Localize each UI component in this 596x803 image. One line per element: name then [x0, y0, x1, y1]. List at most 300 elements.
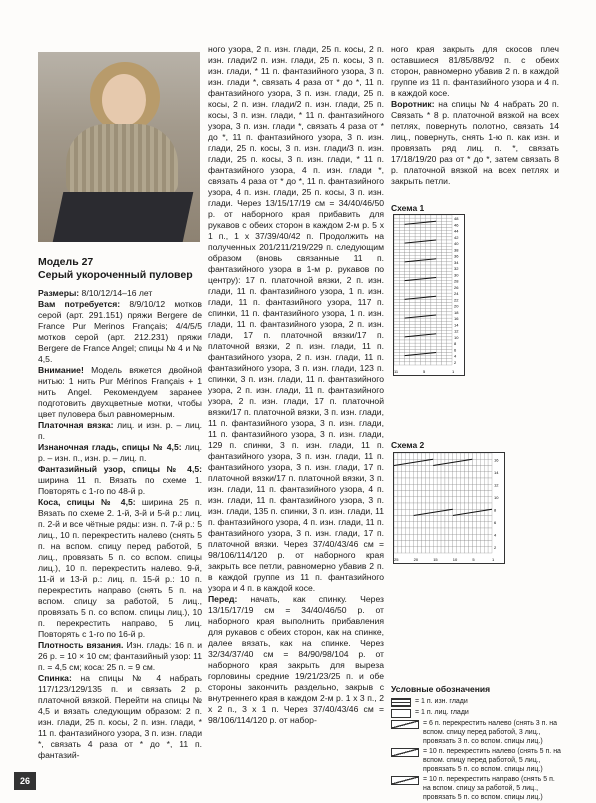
grid-cell [425, 503, 429, 509]
grid-cell [394, 497, 398, 503]
grid-cell [420, 349, 425, 352]
grid-cell [426, 218, 431, 221]
grid-cell [421, 478, 425, 484]
grid-cell [476, 491, 480, 497]
grid-cell [484, 491, 488, 497]
grid-cell [420, 224, 425, 227]
grid-cell [418, 478, 422, 484]
grid-cell [414, 516, 418, 522]
grid-cell [394, 278, 399, 281]
grid-cell [415, 306, 420, 309]
grid-cell [420, 287, 425, 290]
grid-cell [441, 328, 446, 331]
grid-cell [399, 312, 404, 315]
grid-cell [426, 303, 431, 306]
grid-cell [406, 491, 410, 497]
grid-cell [445, 516, 449, 522]
grid-cell [431, 303, 436, 306]
grid-cell [441, 497, 445, 503]
grid-cell [426, 274, 431, 277]
grid-cell [415, 268, 420, 271]
grid-cell [457, 491, 461, 497]
grid-cell [441, 268, 446, 271]
grid-cell [441, 287, 446, 290]
grid-cell [445, 541, 449, 547]
grid-cell [426, 224, 431, 227]
sweater [66, 124, 178, 194]
grid-cell [420, 234, 425, 237]
grid-cell [436, 228, 441, 231]
grid-cell [447, 312, 452, 315]
legend-row: = 1 п. лиц. глади [391, 708, 561, 718]
grid-cell [436, 353, 441, 356]
grid-cell [394, 547, 398, 553]
grid-cell [436, 284, 441, 287]
grid-cell [431, 284, 436, 287]
grid-cell [431, 309, 436, 312]
grid-cell [447, 234, 452, 237]
grid-cell [394, 237, 399, 240]
grid-cell [418, 453, 422, 459]
grid-cell [394, 349, 399, 352]
grid-cell [394, 293, 399, 296]
grid-cell [436, 246, 441, 249]
grid-cell [420, 228, 425, 231]
grid-cell [441, 491, 445, 497]
grid-cell [472, 522, 476, 528]
grid-cell [405, 215, 410, 218]
grid-cell [429, 466, 433, 472]
grid-cell [399, 353, 404, 356]
grid-cell [488, 534, 492, 540]
grid-cell [394, 281, 399, 284]
grid-cell [394, 359, 399, 362]
grid-cell [453, 541, 457, 547]
grid-cell [420, 346, 425, 349]
grid-cell [426, 312, 431, 315]
grid-cell [426, 243, 431, 246]
grid-cell [405, 281, 410, 284]
grid-cell [399, 278, 404, 281]
row-label: 10 [454, 334, 459, 340]
grid-cell [402, 509, 406, 515]
grid-cell [415, 265, 420, 268]
grid-cell [447, 321, 452, 324]
col-label: 10 [452, 557, 458, 562]
grid-cell [426, 299, 431, 302]
grid-cell [399, 359, 404, 362]
grid-cell [421, 497, 425, 503]
grid-cell [480, 472, 484, 478]
grid-cell [441, 362, 446, 365]
row-label: 44 [454, 228, 459, 234]
grid-cell [436, 256, 441, 259]
grid-cell [402, 547, 406, 553]
grid-cell [453, 534, 457, 540]
grid-cell [447, 337, 452, 340]
grid-cell [399, 340, 404, 343]
grid-cell [465, 534, 469, 540]
grid-cell [468, 541, 472, 547]
grid-cell [406, 459, 410, 465]
grid-cell [437, 497, 441, 503]
grid-cell [431, 356, 436, 359]
grid-cell [402, 534, 406, 540]
grid-cell [426, 265, 431, 268]
grid-cell [405, 234, 410, 237]
grid-cell [405, 218, 410, 221]
grid-cell [453, 472, 457, 478]
grid-cell [445, 497, 449, 503]
grid-cell [394, 224, 399, 227]
column-2 [208, 44, 384, 726]
grid-cell [399, 321, 404, 324]
grid-cell [394, 218, 399, 221]
grid-cell [410, 299, 415, 302]
grid-cell [488, 497, 492, 503]
grid-cell [394, 274, 399, 277]
grid-cell [441, 324, 446, 327]
grid-cell [420, 309, 425, 312]
grid-cell [453, 453, 457, 459]
grid-cell [441, 484, 445, 490]
grid-cell [436, 312, 441, 315]
grid-cell [398, 503, 402, 509]
grid-cell [441, 312, 446, 315]
grid-cell [398, 528, 402, 534]
grid-cell [394, 221, 399, 224]
grid-cell [441, 215, 446, 218]
grid-cell [431, 343, 436, 346]
grid-cell [436, 231, 441, 234]
grid-cell [394, 343, 399, 346]
purl-symbol [391, 698, 411, 707]
grid-cell [410, 306, 415, 309]
grid-cell [415, 331, 420, 334]
grid-cell [449, 472, 453, 478]
grid-cell [441, 356, 446, 359]
grid-cell [405, 287, 410, 290]
grid-cell [461, 547, 465, 553]
grid-cell [426, 271, 431, 274]
grid-cell [415, 312, 420, 315]
grid-cell [436, 328, 441, 331]
grid-cell [445, 453, 449, 459]
grid-cell [405, 346, 410, 349]
grid-cell [394, 353, 399, 356]
grid-cell [406, 453, 410, 459]
grid-cell [426, 287, 431, 290]
grid-cell [425, 516, 429, 522]
grid-cell [468, 478, 472, 484]
grid-cell [441, 472, 445, 478]
grid-cell [394, 466, 398, 472]
grid-cell [445, 484, 449, 490]
grid-cell [420, 356, 425, 359]
grid-cell [420, 265, 425, 268]
grid-cell [431, 224, 436, 227]
grid-cell [431, 331, 436, 334]
grid-cell [436, 293, 441, 296]
grid-cell [421, 522, 425, 528]
grid-cell [468, 528, 472, 534]
grid-cell [472, 534, 476, 540]
column-3 [391, 44, 559, 187]
grid-cell [414, 541, 418, 547]
grid-cell [426, 253, 431, 256]
grid-cell [415, 256, 420, 259]
grid-cell [436, 299, 441, 302]
grid-cell [441, 528, 445, 534]
grid-cell [429, 547, 433, 553]
legend-row: = 10 п. перекрестить направо (снять 5 п. на вспом. спицу за работой, 5 лиц., провязать 5 п. со вспом. спицы лиц.) [391, 775, 561, 802]
grid-cell [431, 228, 436, 231]
col-label: 25 [394, 557, 399, 562]
grid-cell [447, 221, 452, 224]
grid-cell [465, 484, 469, 490]
grid-cell [394, 268, 399, 271]
grid-cell [457, 484, 461, 490]
grid-cell [429, 484, 433, 490]
grid-cell [441, 262, 446, 265]
grid-cell [431, 324, 436, 327]
grid-cell [394, 340, 399, 343]
grid-cell [449, 541, 453, 547]
grid-cell [472, 491, 476, 497]
grid-cell [453, 516, 457, 522]
grid-cell [447, 349, 452, 352]
grid-cell [431, 271, 436, 274]
grid-cell [410, 265, 415, 268]
grid-cell [441, 334, 446, 337]
grid-cell [405, 337, 410, 340]
grid-cell [436, 278, 441, 281]
grid-cell [437, 466, 441, 472]
grid-cell [410, 284, 415, 287]
grid-cell [421, 472, 425, 478]
grid-cell [394, 321, 399, 324]
grid-cell [453, 491, 457, 497]
grid-cell [410, 271, 415, 274]
grid-cell [410, 281, 415, 284]
grid-cell [399, 221, 404, 224]
grid-cell [457, 472, 461, 478]
grid-cell [420, 262, 425, 265]
grid-cell [394, 484, 398, 490]
grid-cell [447, 331, 452, 334]
grid-cell [476, 453, 480, 459]
grid-cell [410, 337, 415, 340]
grid-cell [484, 497, 488, 503]
grid-cell [457, 466, 461, 472]
grid-cell [449, 516, 453, 522]
grid-cell [399, 331, 404, 334]
grid-cell [410, 340, 415, 343]
grid-cell [445, 466, 449, 472]
legs [53, 192, 194, 242]
grid-cell [425, 453, 429, 459]
grid-cell [436, 234, 441, 237]
col-label: 1 [452, 369, 455, 374]
row-label: 8 [454, 341, 457, 347]
grid-cell [472, 453, 476, 459]
grid-cell [447, 246, 452, 249]
schema-1-chart [393, 214, 465, 376]
grid-cell [441, 340, 446, 343]
grid-cell [436, 349, 441, 352]
grid-cell [410, 324, 415, 327]
grid-cell [441, 278, 446, 281]
grid-cell [476, 509, 480, 515]
col-label: 15 [433, 557, 438, 562]
row-label: 28 [454, 278, 459, 284]
grid-cell [441, 306, 446, 309]
grid-cell [399, 215, 404, 218]
grid-cell [472, 466, 476, 472]
grid-cell [426, 231, 431, 234]
row-label: 12 [454, 328, 459, 334]
grid-cell [445, 472, 449, 478]
grid-cell [480, 478, 484, 484]
grid-cell [447, 271, 452, 274]
grid-cell [410, 231, 415, 234]
grid-cell [405, 359, 410, 362]
grid-cell [418, 522, 422, 528]
grid-cell [447, 243, 452, 246]
grid-cell [394, 324, 399, 327]
grid-cell [414, 522, 418, 528]
grid-cell [421, 516, 425, 522]
grid-cell [405, 290, 410, 293]
grid-cell [394, 516, 398, 522]
grid-cell [472, 472, 476, 478]
grid-cell [437, 534, 441, 540]
grid-cell [436, 318, 441, 321]
grid-cell [441, 234, 446, 237]
grid-cell [436, 309, 441, 312]
grid-cell [429, 472, 433, 478]
grid-cell [425, 509, 429, 515]
grid-cell [484, 522, 488, 528]
grid-cell [433, 541, 437, 547]
grid-cell [461, 466, 465, 472]
grid-cell [431, 318, 436, 321]
grid-cell [480, 528, 484, 534]
grid-cell [410, 321, 415, 324]
legend [391, 685, 561, 803]
grid-cell [415, 349, 420, 352]
col-label: 5 [472, 557, 475, 562]
grid-cell [468, 466, 472, 472]
grid-cell [405, 243, 410, 246]
grid-cell [418, 491, 422, 497]
grid-cell [405, 224, 410, 227]
grid-cell [426, 362, 431, 365]
row-label: 42 [454, 234, 459, 240]
grid-cell [405, 237, 410, 240]
grid-cell [441, 516, 445, 522]
grid-cell [484, 484, 488, 490]
grid-cell [410, 516, 414, 522]
grid-cell [410, 331, 415, 334]
grid-cell [415, 321, 420, 324]
grid-cell [415, 287, 420, 290]
grid-cell [457, 528, 461, 534]
grid-cell [426, 324, 431, 327]
row-label: 4 [454, 353, 457, 359]
grid-cell [410, 497, 414, 503]
grid-cell [441, 349, 446, 352]
grid-cell [445, 522, 449, 528]
grid-cell [426, 262, 431, 265]
grid-cell [488, 522, 492, 528]
grid-cell [436, 324, 441, 327]
col-label: 5 [423, 369, 426, 374]
grid-cell [488, 516, 492, 522]
grid-cell [461, 472, 465, 478]
grid-cell [429, 534, 433, 540]
grid-cell [436, 346, 441, 349]
grid-cell [420, 337, 425, 340]
grid-cell [414, 534, 418, 540]
grid-cell [399, 299, 404, 302]
grid-cell [410, 484, 414, 490]
grid-cell [398, 491, 402, 497]
grid-cell [394, 299, 399, 302]
grid-cell [425, 478, 429, 484]
grid-cell [447, 343, 452, 346]
grid-cell [394, 509, 398, 515]
grid-cell [461, 453, 465, 459]
grid-cell [436, 259, 441, 262]
grid-cell [437, 509, 441, 515]
grid-cell [441, 246, 446, 249]
grid-cell [480, 547, 484, 553]
grid-cell [447, 259, 452, 262]
grid-cell [394, 478, 398, 484]
grid-cell [449, 503, 453, 509]
grid-cell [447, 278, 452, 281]
grid-cell [420, 274, 425, 277]
grid-cell [415, 281, 420, 284]
grid-cell [431, 293, 436, 296]
grid-cell [405, 274, 410, 277]
grid-cell [410, 453, 414, 459]
grid-cell [394, 453, 398, 459]
grid-cell [394, 265, 399, 268]
grid-cell [445, 459, 449, 465]
grid-cell [441, 274, 446, 277]
grid-cell [441, 346, 446, 349]
grid-cell [431, 281, 436, 284]
row-label: 48 [454, 216, 459, 222]
grid-cell [420, 321, 425, 324]
grid-cell [441, 293, 446, 296]
grid-cell [399, 224, 404, 227]
grid-cell [421, 541, 425, 547]
grid-cell [406, 478, 410, 484]
grid-cell [394, 259, 399, 262]
grid-cell [394, 346, 399, 349]
grid-cell [414, 466, 418, 472]
grid-cell [410, 318, 415, 321]
grid-cell [406, 534, 410, 540]
grid-cell [433, 547, 437, 553]
model-photo [38, 52, 200, 242]
grid-cell [457, 478, 461, 484]
grid-cell [420, 249, 425, 252]
grid-cell [410, 290, 415, 293]
